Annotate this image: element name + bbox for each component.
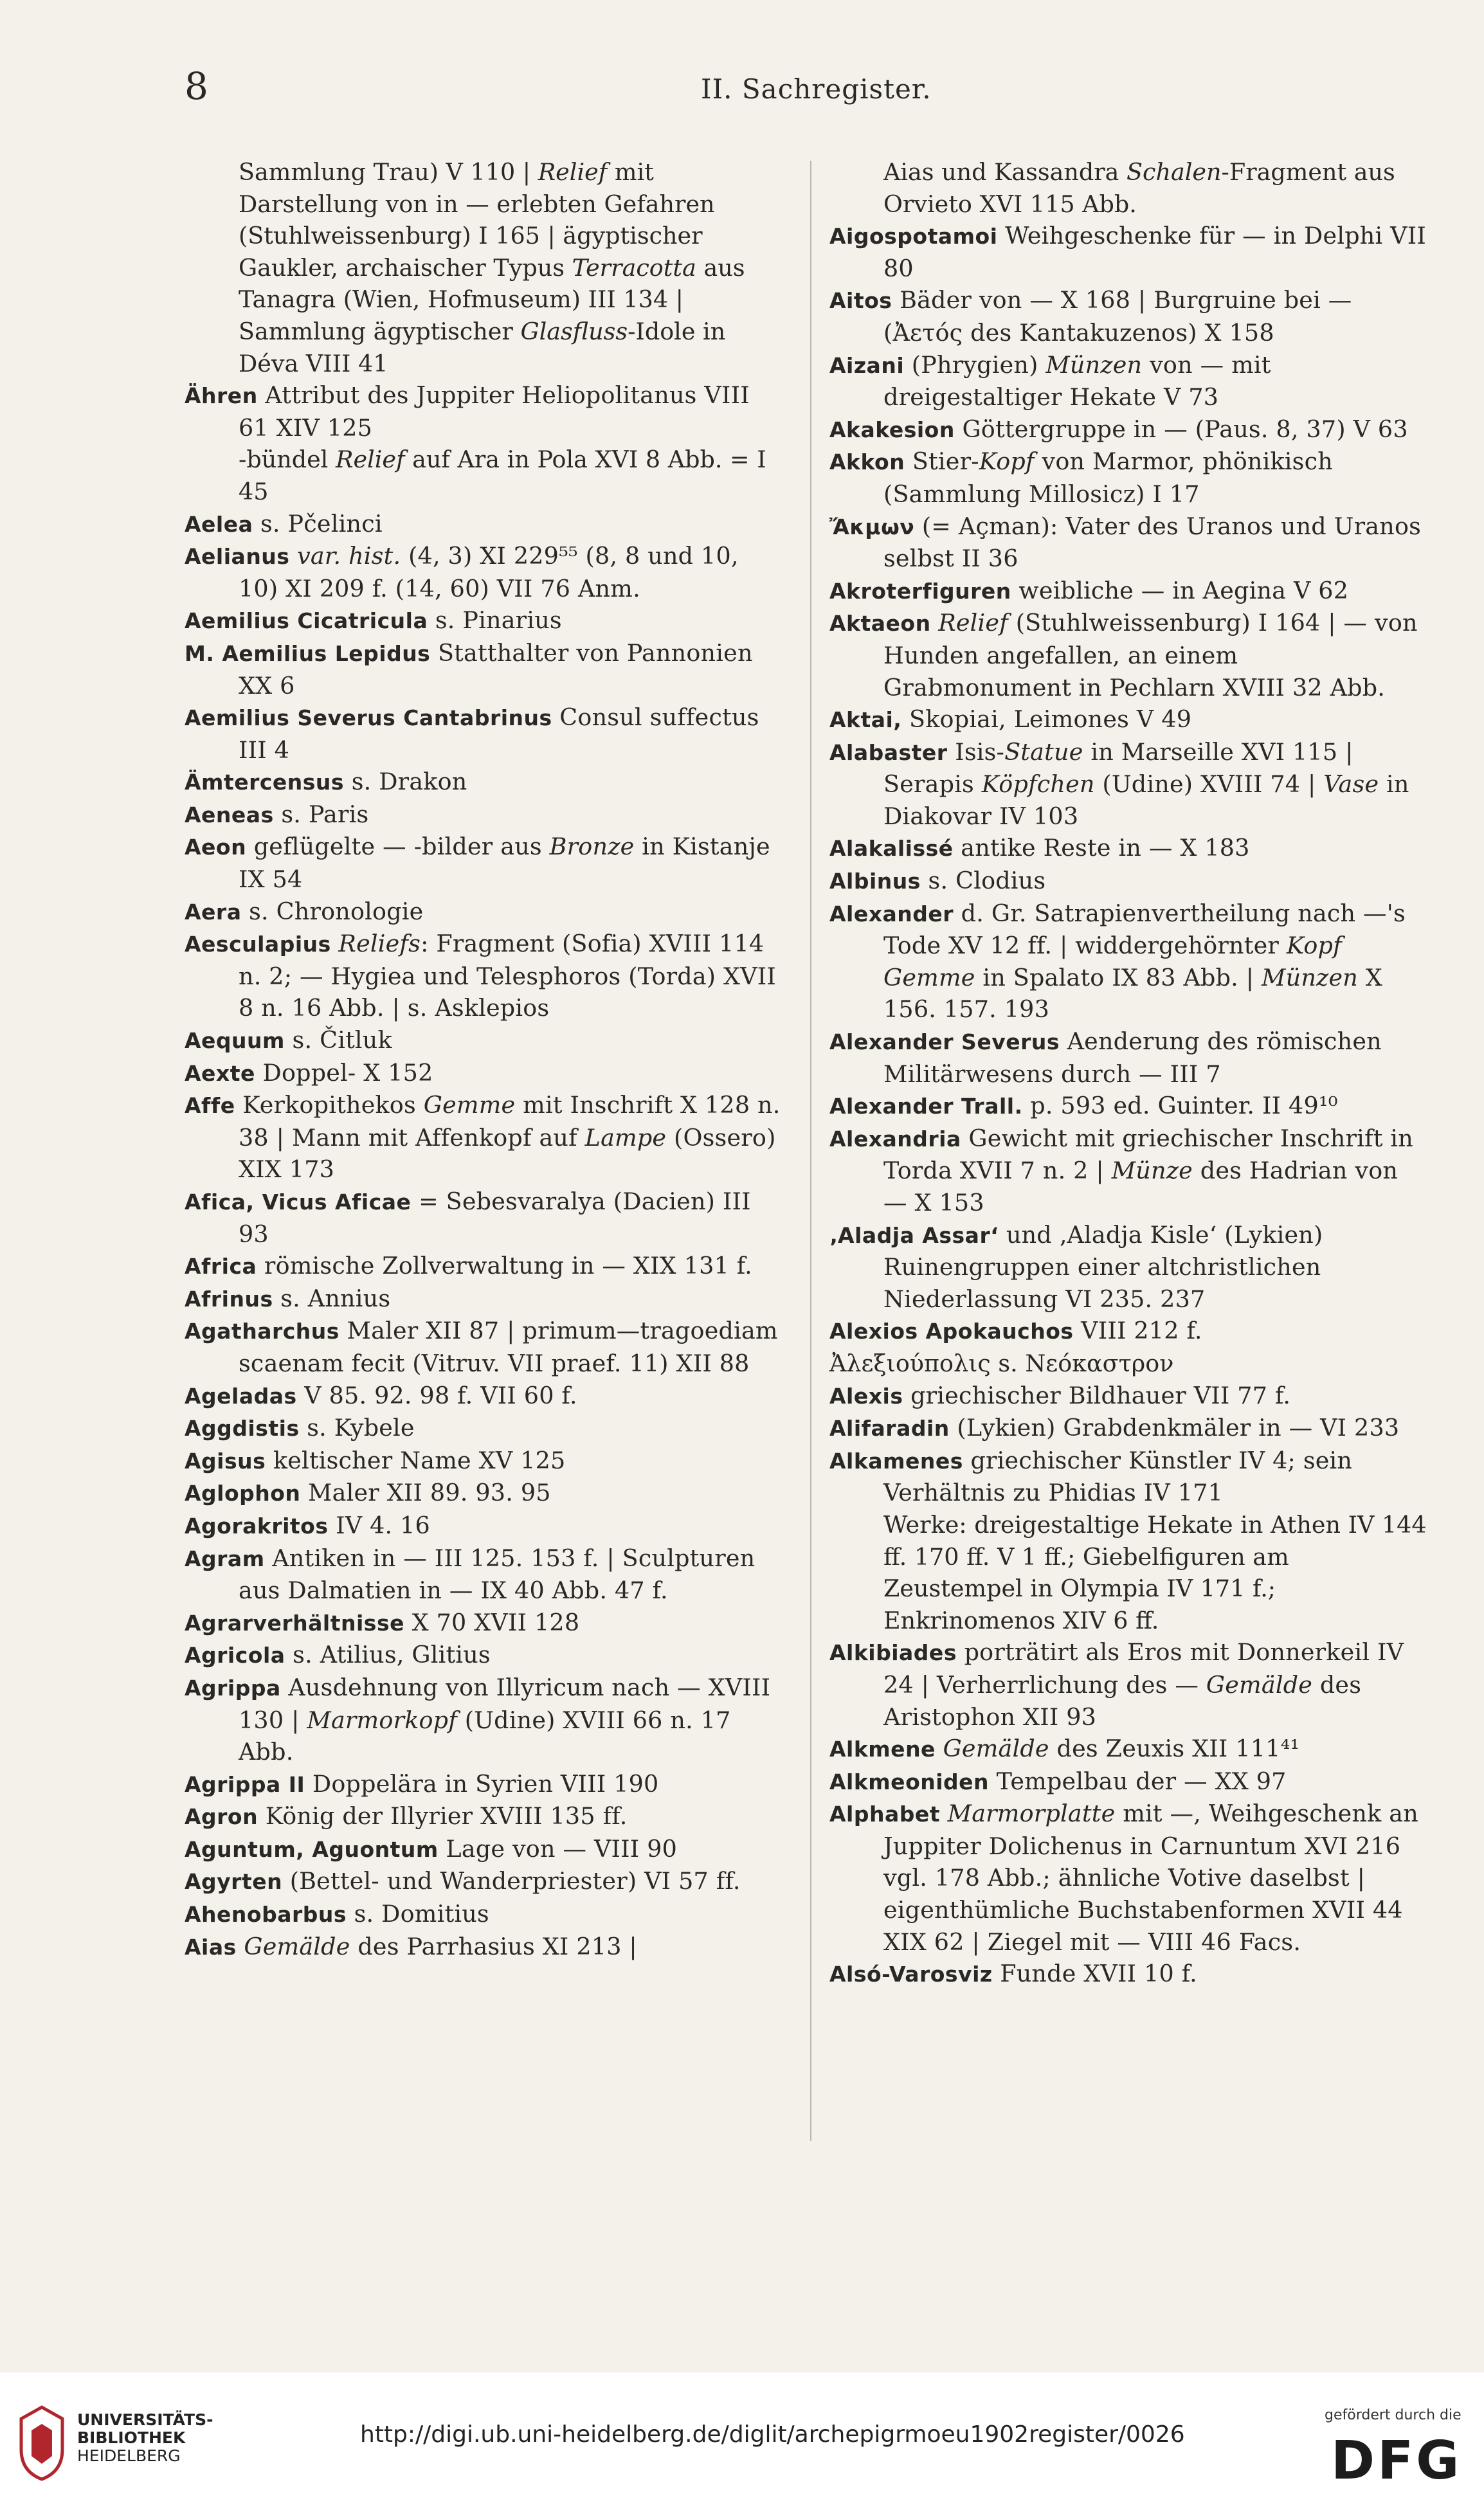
entry-headword: Aeneas [185,802,274,827]
entry-headword: Agatharchus [185,1319,339,1344]
entry-headword: Agricola [185,1643,285,1668]
entry-headword: Agrarverhältnisse [185,1610,404,1636]
entry-text: griechischer Künstler IV 4; sein Verhältnis zu Phidias IV 171 [883,1446,1353,1507]
page-header [0,64,1484,116]
index-entry [185,831,783,895]
entry-text: V 85. 92. 98 f. VII 60 f. [304,1381,577,1409]
entry-headword: Alkmeoniden [829,1769,990,1794]
entry-text: Gemälde des Parrhasius XI 213 | [244,1932,637,1960]
entry-headword: ‚Aladja Assar‘ [829,1222,999,1248]
entry-headword: Agorakritos [185,1513,329,1539]
entry-headword: Agrippa II [185,1771,305,1797]
index-entry [185,701,783,766]
index-entry [185,1865,783,1898]
entry-text: Ἀλεξιούπολις s. Νεόκαστρον [829,1349,1174,1377]
index-entry [185,799,783,831]
entry-headword: Aggdistis [185,1416,300,1441]
index-entry [185,444,783,507]
permalink-url[interactable]: http://digi.ub.uni-heidelberg.de/diglit/archepigrmoeu1902register/0026 [360,2421,1185,2448]
index-entry [829,1733,1427,1766]
index-entry [185,379,783,444]
logo-line: UNIVERSITÄTS- [77,2410,213,2429]
entry-text: p. 593 ed. Guinter. II 49¹⁰ [1030,1092,1338,1120]
entry-text: Aenderung des römischen Militärwesens durch — III 7 [883,1027,1382,1088]
entry-text: Consul suffectus III 4 [239,703,759,764]
entry-headword: M. Aemilius Lepidus [185,640,431,666]
index-entry [185,1931,783,1964]
entry-text: (Lykien) Grabdenkmäler in — VI 233 [957,1414,1400,1442]
entry-text: d. Gr. Satrapienvertheilung nach —'s Tode XV 12 ff. | widdergehörnter Kopf Gemme in Spalato IX 83 Abb. | Münzen X 156. 157. 193 [883,899,1406,1024]
entry-text: Weihgeschenke für — in Delphi VII 80 [883,222,1426,282]
index-entry [185,1477,783,1510]
index-entry [185,508,783,541]
entry-text: -bündel Relief auf Ara in Pola XVI 8 Abb. = I 45 [239,446,766,505]
index-entry [829,1380,1427,1413]
entry-text: var. hist. (4, 3) XI 229⁵⁵ (8, 8 und 10, 10) XI 209 f. (14, 60) VII 76 Anm. [239,542,739,602]
entry-headword: Agisus [185,1448,266,1474]
index-entry [185,1380,783,1413]
index-entry [185,1089,783,1186]
entry-text: s. Atilius, Glitius [293,1641,491,1669]
entry-text: Werke: dreigestaltige Hekate in Athen IV 144 ff. 170 ff. V 1 ff.; Giebelfiguren am Zeustempel in Olympia IV 171 f.; Enkrinomenos XIV 6 ff. [883,1510,1427,1634]
entry-text: Gemälde des Zeuxis XII 111⁴¹ [943,1735,1300,1763]
entry-headword: Alsó-Varosviz [829,1962,993,1987]
entry-headword: Ahenobarbus [185,1902,347,1928]
index-entry [829,349,1427,413]
entry-text: Lage von — VIII 90 [446,1834,678,1863]
entry-headword: Albinus [829,869,921,894]
entry-text: Skopiai, Leimones V 49 [909,705,1192,734]
entry-text: (= Açman): Vater des Uranos und Uranos selbst II 36 [883,512,1422,573]
entry-headword: Aktai, [829,707,902,733]
entry-headword: Aexte [185,1060,255,1086]
index-entry [185,1607,783,1640]
index-entry [185,1833,783,1866]
entry-text: s. Paris [281,800,369,828]
entry-headword: Aelea [185,511,253,537]
university-library-logo-icon [16,2405,68,2482]
entry-headword: Alexander [829,901,954,926]
index-entry [185,156,783,379]
funding-caption: gefördert durch die [1325,2407,1461,2423]
entry-text: Funde XVII 10 f. [1000,1960,1197,1988]
running-head: II. Sachregister. [701,73,932,105]
entry-headword: Alkibiades [829,1640,957,1666]
entry-headword: Afica, Vicus Aficae [185,1189,412,1215]
index-entry [185,1542,783,1607]
index-entry [829,1798,1427,1958]
index-entry [185,1445,783,1477]
entry-headword: Agram [185,1546,265,1571]
index-entry [829,736,1427,833]
entry-text: keltischer Name XV 125 [273,1446,566,1474]
entry-headword: Alabaster [829,739,948,765]
entry-text: Statthalter von Pannonien XX 6 [239,638,753,700]
index-entry [829,1958,1427,1991]
entry-text: Relief (Stuhlweissenburg) I 164 | — von Hunden angefallen, an einem Grabmonument in Pechlarn XVIII 32 Abb. [883,609,1418,701]
index-entry [185,1672,783,1768]
index-entry [829,511,1427,575]
entry-text: römische Zollverwaltung in — XIX 131 f. [264,1252,752,1280]
index-entry [829,220,1427,284]
entry-headword: Ämtercensus [185,770,345,795]
index-entry [829,156,1427,220]
index-entry [185,1639,783,1672]
index-entry [829,1219,1427,1315]
page-number: 8 [185,64,208,108]
index-entry [829,1026,1427,1090]
entry-headword: Alakalissé [829,836,954,862]
index-entry [185,1898,783,1931]
index-entry [829,703,1427,736]
index-entry [185,766,783,799]
entry-headword: Agron [185,1804,258,1830]
entry-text: antike Reste in — X 183 [961,834,1250,862]
entry-text: (Phrygien) Münzen von — mit dreigestaltiger Hekate V 73 [883,350,1271,411]
entry-headword: Aias [185,1934,237,1960]
entry-headword: Aemilius Cicatricula [185,608,428,634]
logo-line: BIBLIOTHEK [77,2428,186,2447]
entry-headword: Alkmene [829,1737,936,1762]
entry-text: König der Illyrier XVIII 135 ff. [265,1802,628,1830]
index-entry [185,1186,783,1250]
entry-headword: Alexander Trall. [829,1094,1023,1119]
index-entry [185,1800,783,1833]
entry-text: Doppel- X 152 [262,1058,433,1087]
index-entry [829,1766,1427,1798]
index-entry [185,1250,783,1283]
entry-text: X 70 XVII 128 [412,1608,580,1636]
entry-headword: Alphabet [829,1802,941,1827]
entry-headword: Africa [185,1254,257,1279]
entry-headword: Akroterfiguren [829,578,1011,604]
entry-text: s. Pinarius [435,606,562,635]
entry-headword: Alexios Apokauchos [829,1319,1074,1344]
entry-text: s. Drakon [351,768,467,796]
entry-text: Isis-Statue in Marseille XVI 115 | Serapis Köpfchen (Udine) XVIII 74 | Vase in Diakovar IV 103 [883,737,1409,830]
index-entry [829,1315,1427,1348]
entry-headword: Aktaeon [829,611,931,637]
entry-headword: Affe [185,1093,235,1119]
index-entry [185,1057,783,1090]
index-entry [829,1509,1427,1636]
university-library-name [77,2411,213,2465]
entry-headword: Aigospotamoi [829,224,998,249]
entry-headword: Agrippa [185,1675,281,1701]
entry-headword: Agyrten [185,1869,283,1895]
index-column-left [185,156,783,1963]
index-entry [185,1315,783,1379]
index-entry [829,575,1427,608]
entry-text: Sammlung Trau) V 110 | Relief mit Darstellung von in — erlebten Gefahren (Stuhlweissenburg) I 165 | ägyptischer Gaukler, archaischer Typus Terracotta aus Tanagra (Wien, Hofmuseum) III 134 | Sammlung ägyptischer Glasfluss-Idole in Déva VIII 41 [239,158,745,377]
index-entry [185,1283,783,1315]
entry-text: s. Čitluk [292,1026,392,1054]
entry-text: Göttergruppe in — (Paus. 8, 37) V 63 [962,415,1408,443]
index-entry [185,637,783,701]
index-entry [185,1510,783,1542]
entry-text: Ausdehnung von Illyricum nach — XVIII 130 | Marmorkopf (Udine) XVIII 66 n. 17 Abb. [239,1673,771,1766]
entry-text: porträtirt als Eros mit Donnerkeil IV 24 | Verherrlichung des — Gemälde des Aristophon XII 93 [883,1638,1404,1731]
entry-text: s. Pčelinci [260,509,383,538]
index-entry [829,413,1427,446]
logo-line: HEIDELBERG [77,2446,181,2465]
entry-headword: Ähren [185,383,258,409]
entry-text: Marmorplatte mit —, Weihgeschenk an Juppiter Dolichenus in Carnuntum XVI 216 vgl. 178 Abb.; ähnliche Votive daselbst | eigenthümliche Buchstabenformen XVII 44 XIX 62 | Ziegel mit — VIII 46 Facs. [883,1800,1418,1956]
index-entry [829,284,1427,348]
index-entry [185,928,783,1024]
index-entry [185,604,783,637]
entry-text: griechischer Bildhauer VII 77 f. [910,1381,1291,1409]
entry-headword: Akkon [829,449,905,475]
entry-text: Tempelbau der — XX 97 [996,1767,1287,1795]
entry-headword: Aesculapius [185,932,331,957]
entry-text: Doppelära in Syrien VIII 190 [312,1769,659,1798]
index-column-right [829,156,1427,1991]
index-entry [185,1412,783,1445]
entry-text: s. Annius [280,1284,391,1312]
index-entry [829,865,1427,898]
entry-text: und ‚Aladja Kisle‘ (Lykien) Ruinengruppen einer altchristlichen Niederlassung VI 235. 237 [883,1220,1323,1313]
entry-headword: Ageladas [185,1383,297,1409]
entry-headword: Aera [185,899,242,925]
entry-text: (Bettel- und Wanderpriester) VI 57 ff. [289,1867,741,1895]
footer [0,2372,1484,2503]
index-entry [829,1445,1427,1509]
entry-text: IV 4. 16 [336,1511,430,1539]
index-entry [829,1090,1427,1123]
index-entry [829,1348,1427,1380]
index-entry [829,446,1427,510]
entry-headword: Alexis [829,1383,903,1409]
entry-text: Gewicht mit griechischer Inschrift in Torda XVII 7 n. 2 | Münze des Hadrian von — X 153 [883,1124,1413,1216]
entry-headword: Aguntum, Aguontum [185,1836,439,1862]
entry-headword: Afrinus [185,1286,273,1312]
entry-headword: Aeon [185,835,247,860]
index-entry [185,896,783,928]
entry-headword: Aemilius Severus Cantabrinus [185,705,552,731]
entry-text: s. Clodius [928,867,1046,895]
column-divider [810,161,811,2141]
entry-headword: Aequum [185,1028,285,1054]
entry-headword: Akakesion [829,417,955,442]
entry-headword: Alexander Severus [829,1029,1060,1055]
entry-text: s. Domitius [354,1900,489,1928]
entry-headword: Aizani [829,352,905,378]
entry-headword: Alexandria [829,1126,961,1152]
entry-text: Aias und Kassandra Schalen-Fragment aus Orvieto XVI 115 Abb. [883,158,1395,218]
entry-text: Maler XII 87 | primum—tragoediam scaenam fecit (Vitruv. VII praef. 11) XII 88 [239,1317,778,1377]
entry-headword: Ἄκμων [829,514,915,539]
entry-text: Attribut des Juppiter Heliopolitanus VIII 61 XIV 125 [239,381,750,442]
entry-text: Kerkopithekos Gemme mit Inschrift X 128 n. 38 | Mann mit Affenkopf auf Lampe (Ossero) XIX 173 [239,1091,781,1184]
index-entry [829,1412,1427,1445]
index-entry [185,1768,783,1801]
index-entry [185,1024,783,1057]
entry-text: Stier-Kopf von Marmor, phönikisch (Sammlung Millosicz) I 17 [883,447,1333,508]
entry-text: weibliche — in Aegina V 62 [1018,576,1349,604]
index-entry [829,832,1427,865]
index-entry [185,540,783,604]
entry-headword: Aelianus [185,544,290,570]
entry-text: VIII 212 f. [1081,1317,1202,1345]
index-entry [829,898,1427,1026]
entry-text: Antiken in — III 125. 153 f. | Sculpturen aus Dalmatien in — IX 40 Abb. 47 f. [239,1544,756,1605]
entry-text: = Sebesvaralya (Dacien) III 93 [239,1188,751,1248]
index-entry [829,1636,1427,1733]
dfg-logo: DFG [1331,2430,1462,2491]
index-entry [829,1123,1427,1219]
entry-headword: Alifaradin [829,1416,950,1441]
entry-text: Maler XII 89. 93. 95 [308,1479,551,1507]
entry-text: geflügelte — -bilder aus Bronze in Kistanje IX 54 [239,833,770,894]
entry-headword: Alkamenes [829,1448,963,1474]
entry-text: s. Chronologie [249,897,424,925]
entry-text: s. Kybele [307,1414,415,1442]
entry-headword: Aglophon [185,1481,301,1506]
entry-text: Bäder von — X 168 | Burgruine bei — (Ἀετός des Kantakuzenos) X 158 [883,286,1352,347]
entry-text: Reliefs: Fragment (Sofia) XVIII 114 n. 2; — Hygiea und Telesphoros (Torda) XVII 8 n. 16 Abb. | s. Asklepios [239,930,777,1022]
index-entry [829,607,1427,703]
entry-headword: Aitos [829,288,892,314]
